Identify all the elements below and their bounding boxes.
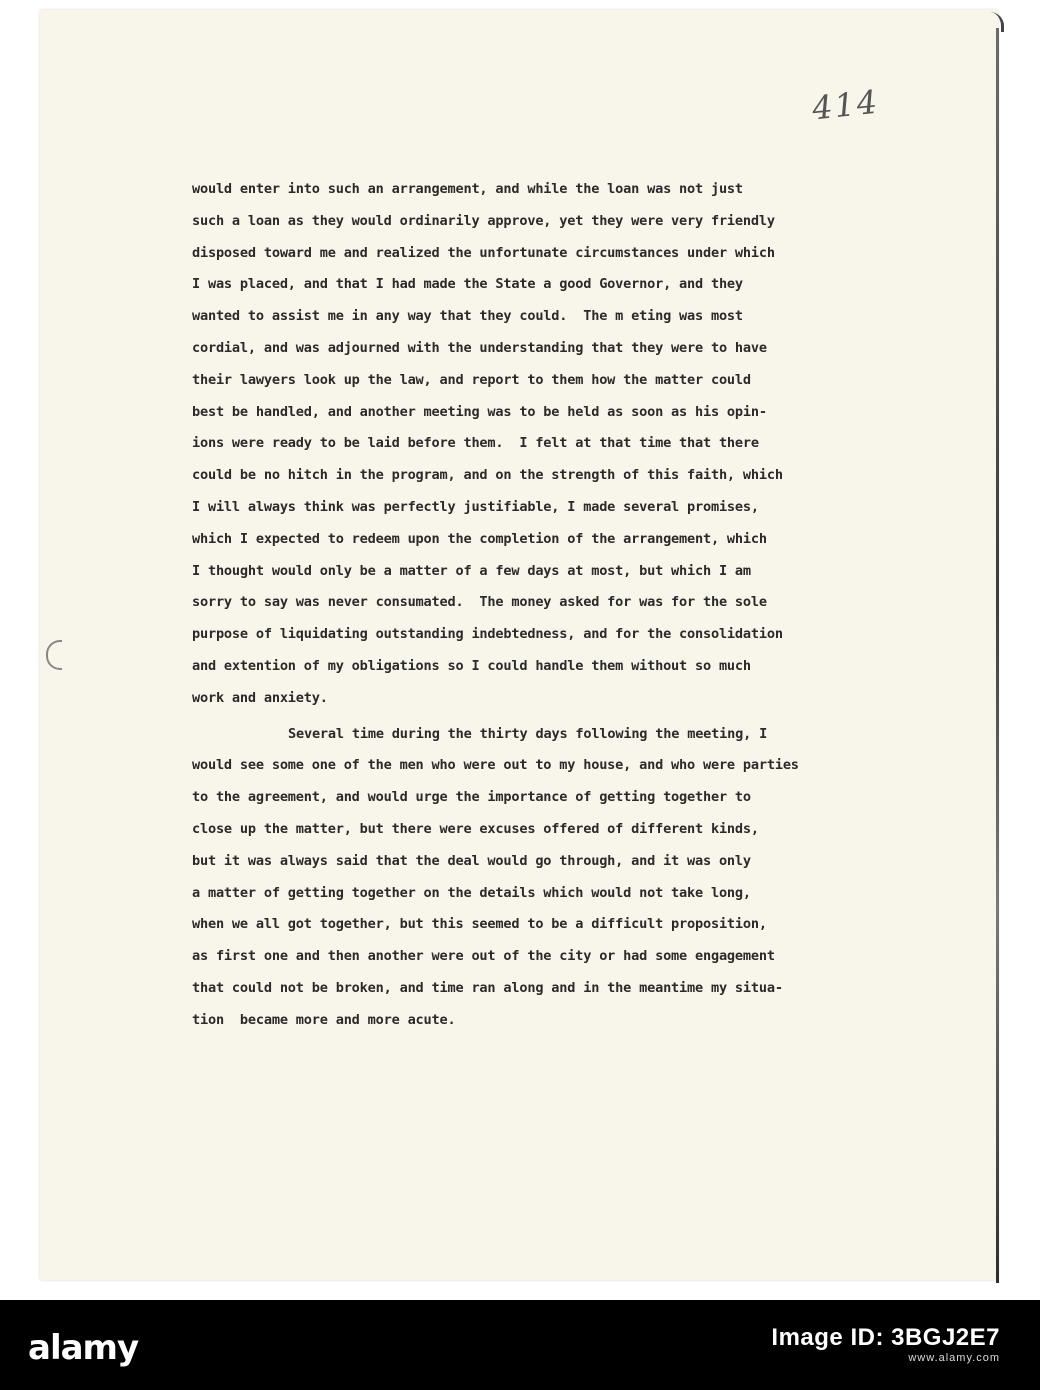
stock-url[interactable]: www.alamy.com	[908, 1352, 1000, 1364]
text-line: Several time during the thirty days following the meeting, I	[288, 725, 768, 742]
paper-curled-corner	[985, 12, 1004, 32]
text-line: and extention of my obligations so I could handle them without so much	[192, 657, 751, 674]
text-line: purpose of liquidating outstanding indebtedness, and for the consolidation	[192, 626, 783, 643]
image-id-code: Image ID: 3BGJ2E7	[771, 1324, 1000, 1351]
text-line: disposed toward me and realized the unfortunate circumstances under which	[192, 244, 775, 261]
text-line: but it was always said that the deal would go through, and it was only	[192, 852, 751, 869]
text-line: I will always think was perfectly justifiable, I made several promises,	[192, 498, 759, 515]
text-line: I was placed, and that I had made the State a good Governor, and they	[192, 276, 743, 293]
text-line: would enter into such an arrangement, and while the loan was not just	[192, 181, 743, 197]
text-line: when we all got together, but this seemed to be a difficult proposition,	[192, 916, 767, 933]
stock-image-id	[771, 1324, 1000, 1364]
handwritten-page-number: 414	[810, 82, 881, 128]
text-line: cordial, and was adjourned with the understanding that they were to have	[192, 339, 767, 356]
text-line: I thought would only be a matter of a few days at most, but which I am	[192, 562, 751, 579]
text-line: such a loan as they would ordinarily approve, yet they were very friendly	[192, 212, 775, 229]
text-line: work and anxiety.	[192, 689, 328, 706]
stock-logo[interactable]: alamy	[28, 1328, 139, 1368]
text-line: would see some one of the men who were out to my house, and who were parties	[192, 757, 799, 774]
text-line: that could not be broken, and time ran along and in the meantime my situa-	[192, 979, 783, 996]
text-line: to the agreement, and would urge the importance of getting together to	[192, 789, 751, 806]
text-line: wanted to assist me in any way that they could. The m eting was most	[192, 308, 743, 325]
text-line: as first one and then another were out of the city or had some engagement	[192, 948, 775, 965]
text-line: close up the matter, but there were excuses offered of different kinds,	[192, 820, 759, 837]
text-line: tion became more and more acute.	[192, 1011, 456, 1028]
stock-photo-footer	[0, 1300, 1040, 1390]
paper-edge-shadow	[996, 28, 999, 1283]
text-line: which I expected to redeem upon the completion of the arrangement, which	[192, 530, 767, 547]
text-line: sorry to say was never consumated. The money asked for was for the sole	[192, 594, 767, 611]
text-line: could be no hitch in the program, and on the strength of this faith, which	[192, 467, 783, 484]
text-line: best be handled, and another meeting was to be held as soon as his opin-	[192, 403, 767, 420]
text-line: their lawyers look up the law, and report to them how the matter could	[192, 371, 751, 388]
text-line: ions were ready to be laid before them. I felt at that time that there	[192, 435, 759, 452]
text-line: a matter of getting together on the details which would not take long,	[192, 884, 751, 901]
typewritten-text-body	[192, 174, 932, 1037]
